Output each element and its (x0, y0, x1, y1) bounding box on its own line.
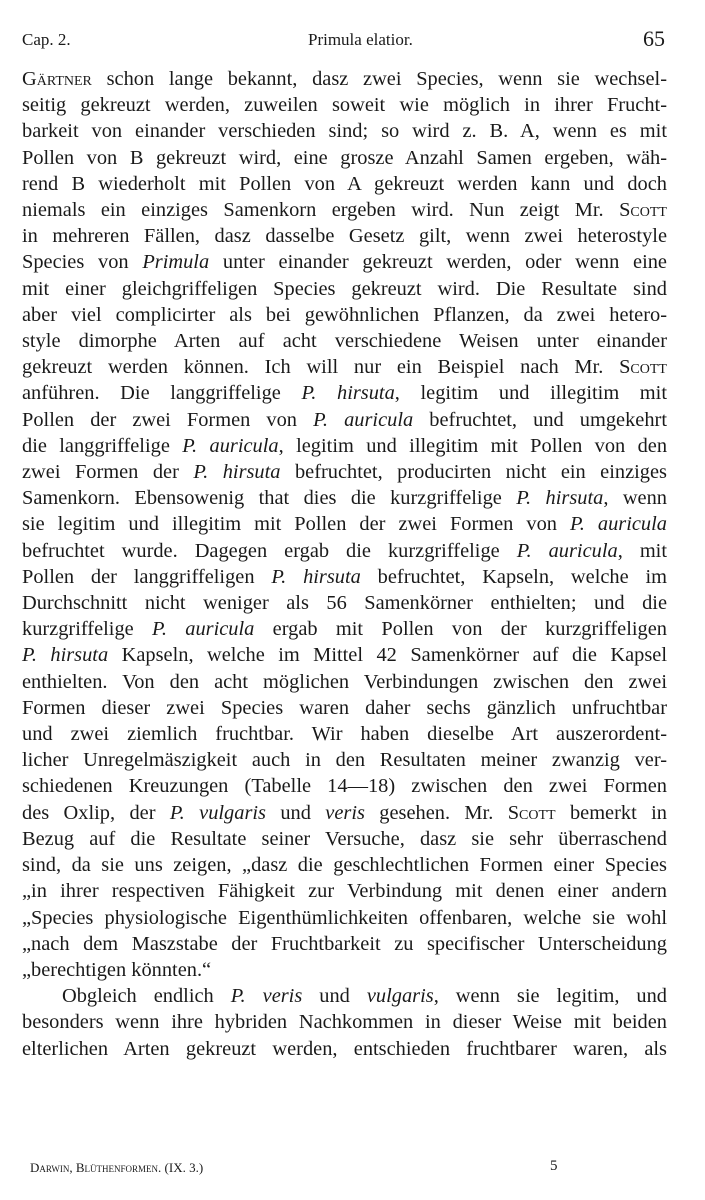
text-segment: , wenn sie legitim, und (433, 985, 667, 1008)
text-segment: seitig gekreuzt werden, zuweilen soweit wie möglich in ihrer Frucht- (22, 94, 667, 117)
text-segment: Formen dieser zwei Species waren daher sechs gänzlich unfruchtbar (22, 696, 667, 719)
text-segment: die langgriffelige (22, 434, 183, 457)
text-segment: Pollen der zwei Formen von (22, 408, 314, 431)
italic-segment: P. hirsuta (22, 644, 109, 667)
text-segment: bemerkt in (555, 801, 667, 824)
text-line (22, 145, 667, 171)
text-line (22, 695, 667, 721)
italic-segment: P. auricula (516, 539, 618, 562)
text-segment: enthielten. Von den acht möglichen Verbindungen zwischen den zwei (22, 670, 667, 693)
text-segment: gesehen. Mr. (364, 801, 508, 824)
small-caps-segment: Scott (619, 199, 667, 222)
italic-segment: P. auricula (569, 513, 667, 536)
text-segment: schon lange bekannt, dasz zwei Species, wenn sie wechsel- (91, 68, 667, 90)
text-line (22, 118, 667, 144)
text-segment: aber viel complicirter als bei gewöhnlichen Pflanzen, da zwei hetero- (22, 303, 667, 326)
italic-segment: P. hirsuta (516, 487, 604, 510)
text-segment: „berechtigen könnten.“ (22, 958, 212, 981)
text-line (22, 354, 667, 380)
text-segment: , mit (617, 539, 668, 562)
body-text (22, 66, 667, 1062)
text-segment: , legitim und illegitim mit (394, 382, 667, 405)
text-segment: Species von (22, 251, 143, 274)
text-segment: rend B wiederholt mit Pollen von A gekreuzt werden kann und doch (22, 172, 667, 195)
text-line (22, 1036, 667, 1062)
text-line (22, 197, 667, 223)
text-line (22, 459, 667, 485)
text-line (22, 852, 667, 878)
text-segment: anführen. Die langgriffelige (22, 382, 302, 405)
text-line (22, 433, 667, 459)
publisher-line: Darwin, Blüthenformen. (IX. 3.) (30, 1160, 204, 1175)
italic-segment: P. hirsuta (271, 565, 361, 588)
signature-mark: 5 (550, 1158, 558, 1174)
text-segment: unter einander gekreuzt werden, oder wenn eine (209, 251, 667, 274)
text-line (22, 957, 667, 983)
text-segment: , legitim und illegitim mit Pollen von den (278, 434, 668, 457)
text-line (22, 564, 667, 590)
text-segment: gekreuzt werden können. Ich will nur ein Beispiel nach Mr. (22, 356, 620, 379)
text-line (22, 538, 667, 564)
text-line (22, 747, 667, 773)
italic-segment: P. hirsuta (193, 461, 281, 484)
text-line (22, 669, 667, 695)
text-segment: style dimorphe Arten auf acht verschiedene Weisen unter einander (22, 330, 667, 353)
text-segment: niemals ein einziges Samenkorn ergeben wird. Nun zeigt Mr. (22, 199, 620, 222)
text-segment: „in ihrer respectiven Fähigkeit zur Verbindung mit denen einer andern (22, 880, 667, 903)
text-segment: sind, da sie uns zeigen, „dasz die geschlechtlichen Formen einer Species (22, 854, 667, 877)
text-line (22, 590, 667, 616)
text-line (22, 616, 667, 642)
text-line (22, 905, 667, 931)
text-segment: des Oxlip, der (22, 801, 170, 824)
text-segment: besonders wenn ihre hybriden Nachkommen in dieser Weise mit beiden (22, 1011, 667, 1034)
text-line (22, 92, 667, 118)
italic-segment: P. veris (230, 985, 303, 1008)
text-segment: mit einer gleichgriffeligen Species gekreuzt wird. Die Resultate sind (22, 277, 667, 300)
text-line (22, 328, 667, 354)
text-line (22, 171, 667, 197)
text-segment: Bezug auf die Resultate seiner Versuche, dasz sie sehr überraschend (22, 827, 667, 850)
text-line (22, 826, 667, 852)
text-segment: und (265, 801, 326, 824)
italic-segment: P. auricula (313, 408, 414, 431)
italic-segment: Primula (142, 251, 210, 274)
text-segment: in mehreren Fällen, dasz dasselbe Gesetz gilt, wenn zwei heterostyle (22, 225, 667, 248)
text-segment: Samenkorn. Ebensowenig that dies die kurzgriffelige (22, 487, 517, 510)
text-segment: befruchtet, producirten nicht ein einziges (280, 461, 667, 484)
text-segment: kurzgriffelige (22, 618, 153, 641)
small-caps-segment: Scott (507, 801, 556, 824)
page-number: 65 (643, 26, 665, 51)
text-segment: „nach dem Maszstabe der Fruchtbarkeit zu specifischer Unterscheidung (22, 932, 667, 955)
running-title: Primula elatior. (308, 30, 413, 49)
text-segment: befruchtet, und umgekehrt (413, 408, 667, 431)
text-line (22, 407, 667, 433)
italic-segment: P. vulgaris (169, 801, 266, 824)
text-segment: Kapseln, welche im Mittel 42 Samenkörner auf die Kapsel (108, 644, 667, 667)
text-segment: und (302, 985, 367, 1008)
text-line (22, 380, 667, 406)
text-line (22, 931, 667, 957)
text-segment: Pollen der langgriffeligen (22, 565, 272, 588)
running-header (22, 24, 665, 54)
italic-segment: vulgaris (366, 985, 434, 1008)
text-line (22, 1009, 667, 1035)
text-line (22, 485, 667, 511)
text-segment: licher Unregelmäszigkeit auch in den Resultaten meiner zwanzig ver- (22, 749, 667, 772)
text-segment: schiedenen Kreuzungen (Tabelle 14—18) zwischen den zwei Formen (22, 775, 667, 798)
text-line (22, 223, 667, 249)
small-caps-segment: Gärtner (22, 68, 92, 90)
text-segment: Obgleich endlich (62, 985, 231, 1008)
small-caps-segment: Scott (619, 356, 667, 379)
text-line (22, 878, 667, 904)
text-line (22, 773, 667, 799)
text-segment: , wenn (603, 487, 667, 510)
text-line (22, 511, 667, 537)
italic-segment: P. auricula (152, 618, 255, 641)
text-segment: zwei Formen der (22, 461, 194, 484)
text-line (22, 800, 667, 826)
text-line (22, 642, 667, 668)
text-segment: „Species physiologische Eigenthümlichkeiten offenbaren, welche sie wohl (22, 906, 667, 929)
chapter-label: Cap. 2. (22, 30, 71, 49)
text-segment: ergab mit Pollen von der kurzgriffeligen (254, 618, 667, 641)
text-segment: Durchschnitt nicht weniger als 56 Samenkörner enthielten; und die (22, 592, 667, 615)
text-segment: befruchtet, Kapseln, welche im (360, 565, 667, 588)
text-line (22, 302, 667, 328)
text-segment: barkeit von einander verschieden sind; so wird z. B. A, wenn es mit (22, 120, 667, 143)
page-footer (30, 1160, 630, 1176)
text-line (22, 276, 667, 302)
text-segment: Pollen von B gekreuzt wird, eine grosze Anzahl Samen ergeben, wäh- (22, 146, 667, 169)
italic-segment: P. auricula (182, 434, 279, 457)
text-segment: und zwei ziemlich fruchtbar. Wir haben dieselbe Art auszerordent- (22, 723, 667, 746)
text-line (22, 983, 667, 1009)
text-segment: befruchtet wurde. Dagegen ergab die kurzgriffelige (22, 539, 517, 562)
text-segment: sie legitim und illegitim mit Pollen der zwei Formen von (22, 513, 570, 536)
text-line (22, 66, 667, 92)
italic-segment: veris (325, 801, 365, 824)
text-line (22, 721, 667, 747)
text-line (22, 249, 667, 275)
text-segment: elterlichen Arten gekreuzt werden, entschieden fruchtbarer waren, als (22, 1037, 667, 1060)
italic-segment: P. hirsuta (301, 382, 395, 405)
